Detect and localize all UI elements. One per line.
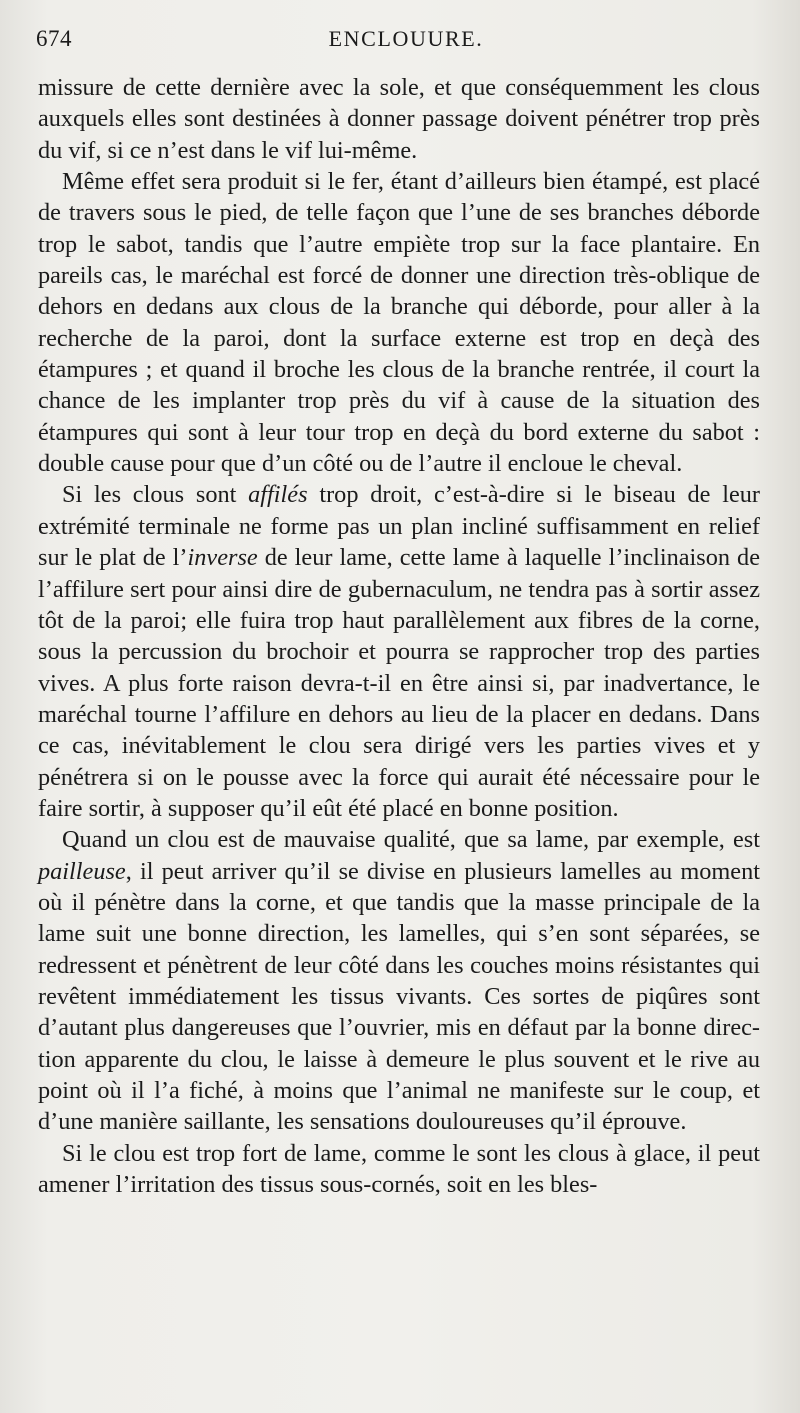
paragraph: [38, 1138, 760, 1201]
paragraph: [38, 72, 760, 166]
paragraph: [38, 824, 760, 1137]
text-segment: Si les clous sont: [62, 481, 249, 509]
italic-term: pailleuse: [38, 857, 126, 885]
italic-term: inverse: [187, 544, 258, 572]
page-header: [36, 26, 776, 60]
text-segment: , il peut arriver qu’il se divise en plusieurs lamelles au moment où il pénètre dans la corne, et que tandis que la masse principale de la lame suit une bonne direction, les lamelles, qui s’en sont séparées, se redressent et pénètrent de leur côté dans les couches moins résistantes qui revêtent immédiatement les tissus vivants. Ces sortes de piqûres sont d’autant plus dangereuses que l’ouvrier, mis en défaut par la bonne direction apparente du clou, le laisse à demeure le plus souvent et le rive au point où il l’a fiché, à moins que l’animal ne manifeste sur le coup, et d’une manière saillante, les sensations douloureuses qu’il éprouve.: [38, 857, 760, 1136]
text-segment: missure de cette dernière avec la sole, et que conséquemment les clous auxquels elles sont destinées à donner passage doivent pénétrer trop près du vif, si ce n’est dans le vif lui-même.: [38, 74, 760, 164]
text-segment: Quand un clou est de mauvaise qualité, que sa lame, par exemple, est: [62, 826, 760, 854]
running-head: ENCLOUURE.: [328, 26, 484, 51]
italic-term: affilés: [248, 481, 308, 509]
text-segment: de leur lame, cette lame à laquelle l’inclinaison de l’affilure sert pour ainsi dire de gubernaculum, ne tendra pas à sortir assez tôt de la paroi; elle fuira trop haut parallèlement aux fibres de la corne, sous la percussion du brochoir et pourra se rapprocher trop des parties vives. A plus forte raison devra-t-il en être ainsi si, par inadvertance, le maréchal tourne l’affilure en dehors au lieu de la placer en dedans. Dans ce cas, inévitablement le clou sera dirigé vers les parties vives et y pénétrera si on le pousse avec la force qui aurait été nécessaire pour le faire sortir, à supposer qu’il eût été placé en bonne position.: [38, 544, 760, 822]
page-number: 674: [36, 26, 72, 51]
paragraph: [38, 479, 760, 824]
body-text: [38, 72, 760, 1200]
text-segment: Si le clou est trop fort de lame, comme le sont les clous à glace, il peut amener l’irritation des tissus sous-cornés, soit en les bles-: [38, 1139, 760, 1199]
text-segment: trop droit, c’est-à-dire si le biseau de leur extrémité terminale ne forme pas un plan incliné suffisamment en relief sur le plat de l’: [38, 481, 760, 572]
paragraph: [38, 166, 760, 479]
text-segment: Même effet sera produit si le fer, étant d’ailleurs bien étampé, est placé de travers sous le pied, de telle façon que l’une de ses branches déborde trop le sabot, tandis que l’autre empiète trop sur la face plantaire. En pareils cas, le maréchal est forcé de donner une direction très-oblique de dehors en dedans aux clous de la branche qui déborde, pour aller à la recherche de la paroi, dont la surface externe est trop en deçà des étampures ; et quand il broche les clous de la branche rentrée, il court la chance de les implanter trop près du vif à cause de la situation des étampures qui sont à leur tour trop en deçà du bord externe du sabot : double cause pour que d’un côté ou de l’autre il encloue le cheval.: [38, 168, 760, 478]
